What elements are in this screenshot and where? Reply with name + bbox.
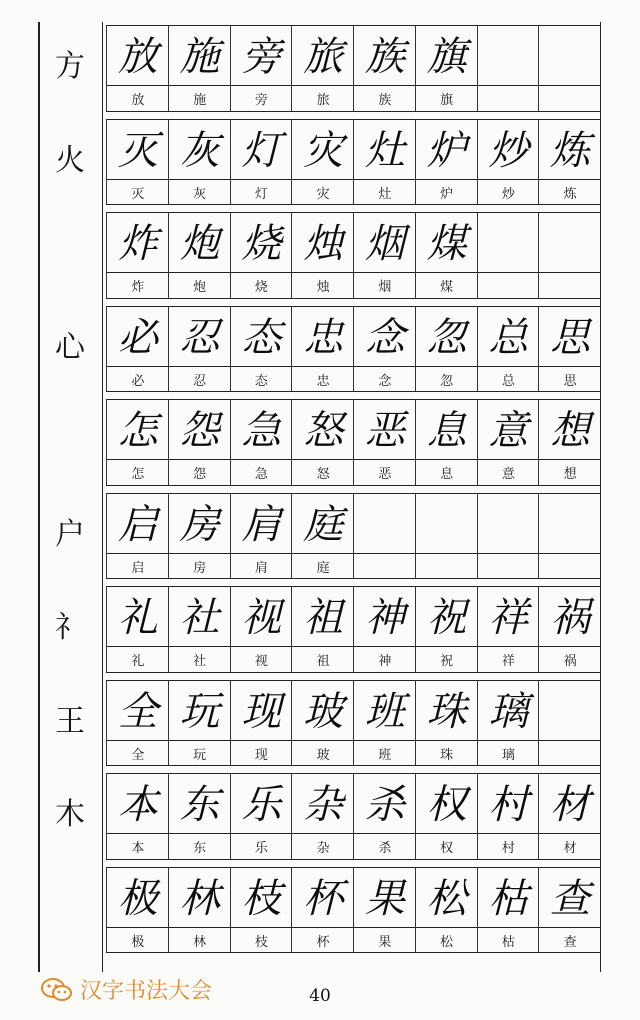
grid-cell bbox=[106, 25, 169, 111]
handwritten-character: 玩 bbox=[179, 688, 220, 735]
handwritten-character: 灶 bbox=[364, 127, 405, 174]
handwritten-character: 炮 bbox=[179, 221, 220, 267]
character-label: 村 bbox=[501, 841, 515, 856]
grid-cell bbox=[168, 399, 231, 485]
grid-cell bbox=[415, 25, 478, 111]
handwritten-character: 怎 bbox=[117, 408, 158, 454]
handwritten-character: 忠 bbox=[303, 314, 344, 361]
character-label: 怎 bbox=[131, 467, 145, 482]
radical-label: 户 bbox=[55, 516, 85, 552]
grid-cell bbox=[230, 25, 293, 111]
handwritten-character: 权 bbox=[426, 782, 467, 828]
character-label: 意 bbox=[501, 467, 515, 482]
character-label: 房 bbox=[193, 560, 207, 576]
character-label: 礼 bbox=[131, 654, 145, 669]
handwritten-character: 怒 bbox=[303, 408, 344, 454]
character-label: 权 bbox=[440, 841, 454, 856]
character-label: 东 bbox=[193, 841, 207, 856]
character-label: 灶 bbox=[378, 186, 392, 202]
handwritten-character: 施 bbox=[179, 34, 220, 80]
character-label: 视 bbox=[254, 654, 268, 669]
grid-cell bbox=[291, 25, 354, 111]
character-label: 炼 bbox=[563, 186, 577, 202]
character-label: 煤 bbox=[440, 280, 454, 295]
handwritten-character: 杂 bbox=[303, 782, 344, 828]
character-label: 旗 bbox=[440, 93, 454, 108]
character-label: 旁 bbox=[254, 93, 268, 108]
practice-row bbox=[106, 867, 600, 953]
handwritten-character: 社 bbox=[179, 595, 220, 641]
grid-cell bbox=[168, 680, 231, 766]
grid-cell bbox=[477, 399, 540, 485]
handwritten-character: 礼 bbox=[117, 595, 158, 641]
handwritten-character: 松 bbox=[426, 875, 467, 922]
grid-cell bbox=[477, 680, 540, 766]
handwritten-character: 珠 bbox=[426, 688, 467, 735]
grid-cell bbox=[106, 867, 169, 953]
grid-cell bbox=[168, 586, 231, 672]
grid-cell bbox=[538, 399, 601, 485]
character-label: 烛 bbox=[316, 280, 330, 295]
handwritten-character: 灯 bbox=[241, 127, 282, 174]
character-label: 林 bbox=[193, 934, 207, 950]
character-label: 旅 bbox=[316, 93, 330, 108]
handwritten-character: 忽 bbox=[426, 314, 467, 361]
grid-cell bbox=[168, 773, 231, 859]
character-label: 态 bbox=[254, 373, 268, 389]
character-label: 灰 bbox=[193, 186, 207, 202]
character-label: 炉 bbox=[440, 186, 454, 202]
handwritten-character: 林 bbox=[179, 875, 220, 922]
grid-cell bbox=[415, 773, 478, 859]
grid-cell bbox=[168, 306, 231, 392]
character-label: 急 bbox=[254, 467, 268, 482]
handwritten-character: 果 bbox=[364, 875, 405, 922]
character-label: 烧 bbox=[254, 280, 268, 295]
character-label: 放 bbox=[131, 93, 145, 108]
grid-cell bbox=[106, 493, 169, 579]
practice-row bbox=[106, 25, 600, 111]
grid-cell bbox=[168, 493, 231, 579]
grid-cell bbox=[477, 586, 540, 672]
grid-cell bbox=[415, 212, 478, 298]
handwritten-character: 烛 bbox=[303, 221, 344, 267]
grid-cell bbox=[538, 119, 601, 205]
radical-label: 礻 bbox=[55, 610, 85, 645]
grid-cell bbox=[106, 399, 169, 485]
character-label: 祖 bbox=[316, 654, 330, 669]
handwritten-character: 祖 bbox=[303, 595, 344, 641]
grid-cell bbox=[291, 493, 354, 579]
handwritten-character: 灰 bbox=[179, 127, 220, 174]
grid-cell bbox=[538, 680, 601, 766]
character-label: 班 bbox=[378, 747, 392, 763]
grid-cell bbox=[538, 493, 601, 579]
character-label: 想 bbox=[563, 467, 577, 482]
character-label: 祝 bbox=[440, 654, 454, 669]
grid-cell bbox=[353, 867, 416, 953]
handwritten-character: 炒 bbox=[488, 127, 529, 174]
grid-cell bbox=[538, 212, 601, 298]
character-label: 灯 bbox=[254, 186, 268, 202]
grid-cell bbox=[230, 773, 293, 859]
grid-cell bbox=[230, 399, 293, 485]
handwritten-character: 启 bbox=[117, 501, 158, 548]
grid-cell bbox=[538, 25, 601, 111]
handwritten-character: 息 bbox=[426, 408, 467, 454]
character-label: 玩 bbox=[193, 747, 207, 763]
grid-cell bbox=[353, 306, 416, 392]
grid-cell bbox=[477, 773, 540, 859]
grid-cell bbox=[291, 867, 354, 953]
watermark-text: 汉字书法大会 bbox=[80, 979, 213, 1004]
handwritten-character: 视 bbox=[241, 595, 282, 641]
practice-row bbox=[106, 586, 600, 672]
character-label: 枯 bbox=[501, 934, 515, 950]
handwritten-character: 灭 bbox=[117, 127, 158, 174]
handwritten-character: 庭 bbox=[303, 501, 344, 548]
handwritten-character: 祸 bbox=[550, 595, 591, 641]
handwritten-character: 急 bbox=[241, 408, 282, 454]
handwritten-character: 枯 bbox=[488, 875, 529, 922]
character-label: 忽 bbox=[440, 373, 454, 389]
handwritten-character: 杯 bbox=[303, 875, 344, 922]
character-label: 祥 bbox=[501, 654, 515, 669]
grid-cell bbox=[353, 399, 416, 485]
radical-label: 方 bbox=[55, 49, 85, 84]
handwritten-character: 全 bbox=[117, 688, 158, 735]
character-label: 杂 bbox=[316, 841, 330, 856]
grid-cell bbox=[415, 306, 478, 392]
grid-cell bbox=[477, 493, 540, 579]
radical-label: 心 bbox=[55, 329, 85, 365]
grid-cell bbox=[538, 773, 601, 859]
character-label: 神 bbox=[378, 654, 392, 669]
character-label: 璃 bbox=[501, 747, 515, 763]
handwritten-character: 族 bbox=[364, 34, 405, 80]
character-label: 乐 bbox=[254, 841, 268, 856]
grid-cell bbox=[291, 119, 354, 205]
handwritten-character: 意 bbox=[488, 408, 529, 454]
radical-label: 王 bbox=[55, 703, 85, 739]
handwritten-character: 东 bbox=[179, 782, 220, 828]
grid-cell bbox=[168, 867, 231, 953]
grid-cell bbox=[415, 119, 478, 205]
grid-cell bbox=[230, 306, 293, 392]
handwritten-character: 炸 bbox=[117, 221, 158, 267]
handwritten-character: 肩 bbox=[241, 501, 282, 548]
grid-cell bbox=[291, 399, 354, 485]
character-label: 枝 bbox=[254, 934, 268, 950]
grid-cell bbox=[353, 586, 416, 672]
handwritten-character: 祝 bbox=[426, 595, 467, 641]
grid-cell bbox=[477, 306, 540, 392]
character-label: 松 bbox=[440, 934, 454, 950]
grid-cell bbox=[353, 212, 416, 298]
handwritten-character: 想 bbox=[550, 408, 591, 454]
character-label: 总 bbox=[501, 373, 515, 389]
handwritten-character: 杀 bbox=[364, 782, 405, 828]
handwritten-character: 烧 bbox=[241, 221, 282, 267]
grid-cell bbox=[168, 119, 231, 205]
grid-cell bbox=[291, 306, 354, 392]
character-label: 杯 bbox=[316, 934, 330, 950]
grid-cell bbox=[477, 867, 540, 953]
grid-cell bbox=[538, 306, 601, 392]
handwritten-character: 现 bbox=[241, 688, 282, 735]
grid-cell bbox=[230, 680, 293, 766]
character-label: 查 bbox=[563, 934, 577, 950]
grid-cell bbox=[106, 586, 169, 672]
character-label: 珠 bbox=[440, 747, 454, 763]
practice-row bbox=[106, 306, 600, 392]
grid-cell bbox=[477, 119, 540, 205]
practice-row bbox=[106, 119, 600, 205]
character-label: 烟 bbox=[378, 280, 392, 295]
handwritten-character: 烟 bbox=[364, 221, 405, 267]
character-label: 杀 bbox=[378, 841, 392, 856]
character-label: 社 bbox=[193, 654, 207, 669]
character-label: 果 bbox=[378, 934, 392, 950]
character-label: 炸 bbox=[131, 280, 145, 295]
character-label: 恶 bbox=[378, 467, 392, 482]
character-label: 怒 bbox=[316, 467, 330, 482]
grid-cell bbox=[291, 212, 354, 298]
handwritten-character: 忍 bbox=[179, 314, 220, 361]
grid-cell bbox=[230, 867, 293, 953]
grid-cell bbox=[106, 306, 169, 392]
character-label: 材 bbox=[563, 841, 577, 856]
radical-label: 木 bbox=[55, 797, 85, 832]
handwritten-character: 极 bbox=[117, 875, 158, 922]
grid-cell bbox=[477, 212, 540, 298]
character-label: 忍 bbox=[193, 373, 207, 389]
handwritten-character: 村 bbox=[488, 782, 529, 828]
grid-cell bbox=[353, 25, 416, 111]
grid-cell bbox=[230, 212, 293, 298]
grid-cell bbox=[291, 773, 354, 859]
handwritten-character: 炼 bbox=[550, 127, 591, 174]
handwritten-character: 怨 bbox=[179, 408, 220, 454]
handwritten-character: 总 bbox=[488, 314, 529, 361]
grid-cell bbox=[230, 119, 293, 205]
character-label: 炒 bbox=[501, 186, 515, 202]
character-label: 灭 bbox=[131, 186, 145, 202]
character-label: 思 bbox=[563, 373, 577, 389]
character-label: 本 bbox=[131, 841, 145, 856]
character-label: 祸 bbox=[563, 654, 577, 669]
grid-cell bbox=[415, 493, 478, 579]
handwritten-character: 房 bbox=[179, 501, 220, 548]
grid-cell bbox=[415, 867, 478, 953]
handwritten-character: 查 bbox=[550, 875, 591, 922]
character-label: 施 bbox=[193, 93, 207, 108]
practice-row bbox=[106, 773, 600, 859]
grid-cell bbox=[353, 773, 416, 859]
character-label: 灾 bbox=[316, 186, 330, 202]
handwritten-character: 玻 bbox=[303, 688, 344, 735]
practice-row bbox=[106, 212, 600, 298]
character-label: 炮 bbox=[193, 280, 207, 295]
grid-cell bbox=[415, 399, 478, 485]
grid-cell bbox=[106, 773, 169, 859]
handwritten-character: 枝 bbox=[241, 875, 282, 922]
handwritten-character: 班 bbox=[364, 688, 405, 735]
grid-cell bbox=[106, 212, 169, 298]
character-label: 族 bbox=[378, 93, 392, 108]
handwritten-character: 恶 bbox=[364, 408, 405, 454]
character-label: 念 bbox=[378, 373, 392, 389]
grid-cell bbox=[168, 212, 231, 298]
handwritten-character: 旗 bbox=[426, 34, 467, 80]
handwritten-character: 本 bbox=[117, 782, 158, 828]
grid-cell bbox=[538, 867, 601, 953]
grid-cell bbox=[415, 586, 478, 672]
character-label: 庭 bbox=[316, 560, 330, 576]
handwritten-character: 乐 bbox=[241, 782, 282, 828]
character-label: 启 bbox=[131, 560, 145, 576]
handwritten-character: 材 bbox=[550, 782, 591, 828]
handwritten-character: 思 bbox=[550, 314, 591, 361]
character-label: 肩 bbox=[254, 560, 268, 576]
radical-label: 火 bbox=[55, 142, 85, 178]
grid-cell bbox=[291, 680, 354, 766]
character-label: 息 bbox=[440, 467, 454, 482]
handwritten-character: 必 bbox=[117, 314, 158, 361]
character-label: 玻 bbox=[316, 747, 330, 763]
grid-cell bbox=[353, 119, 416, 205]
handwritten-character: 放 bbox=[117, 34, 158, 80]
grid-cell bbox=[168, 25, 231, 111]
radical-column-line bbox=[102, 22, 103, 972]
handwritten-character: 炉 bbox=[426, 127, 467, 174]
grid-cell bbox=[538, 586, 601, 672]
character-label: 全 bbox=[131, 747, 145, 763]
grid-cell bbox=[353, 680, 416, 766]
page-number: 40 bbox=[309, 986, 331, 1006]
character-label: 必 bbox=[131, 373, 145, 389]
handwritten-character: 态 bbox=[241, 314, 282, 361]
character-label: 怨 bbox=[193, 467, 207, 482]
handwritten-character: 旅 bbox=[303, 34, 344, 80]
handwritten-character: 祥 bbox=[488, 595, 529, 641]
grid-cell bbox=[353, 493, 416, 579]
grid-cell bbox=[106, 119, 169, 205]
grid-cell bbox=[106, 680, 169, 766]
handwritten-character: 煤 bbox=[426, 221, 467, 267]
grid-cell bbox=[230, 586, 293, 672]
practice-row bbox=[106, 680, 600, 766]
handwritten-character: 灾 bbox=[303, 127, 344, 174]
practice-row bbox=[106, 399, 600, 485]
handwritten-character: 神 bbox=[364, 595, 405, 641]
character-label: 极 bbox=[131, 934, 145, 950]
handwritten-character: 璃 bbox=[488, 688, 529, 735]
grid-cell bbox=[477, 25, 540, 111]
grid-cell bbox=[230, 493, 293, 579]
practice-row bbox=[106, 493, 600, 579]
grid-cell bbox=[291, 586, 354, 672]
handwritten-character: 念 bbox=[364, 314, 405, 361]
character-label: 现 bbox=[254, 747, 268, 763]
grid-cell bbox=[415, 680, 478, 766]
character-label: 忠 bbox=[316, 373, 330, 389]
handwritten-character: 旁 bbox=[241, 34, 282, 80]
